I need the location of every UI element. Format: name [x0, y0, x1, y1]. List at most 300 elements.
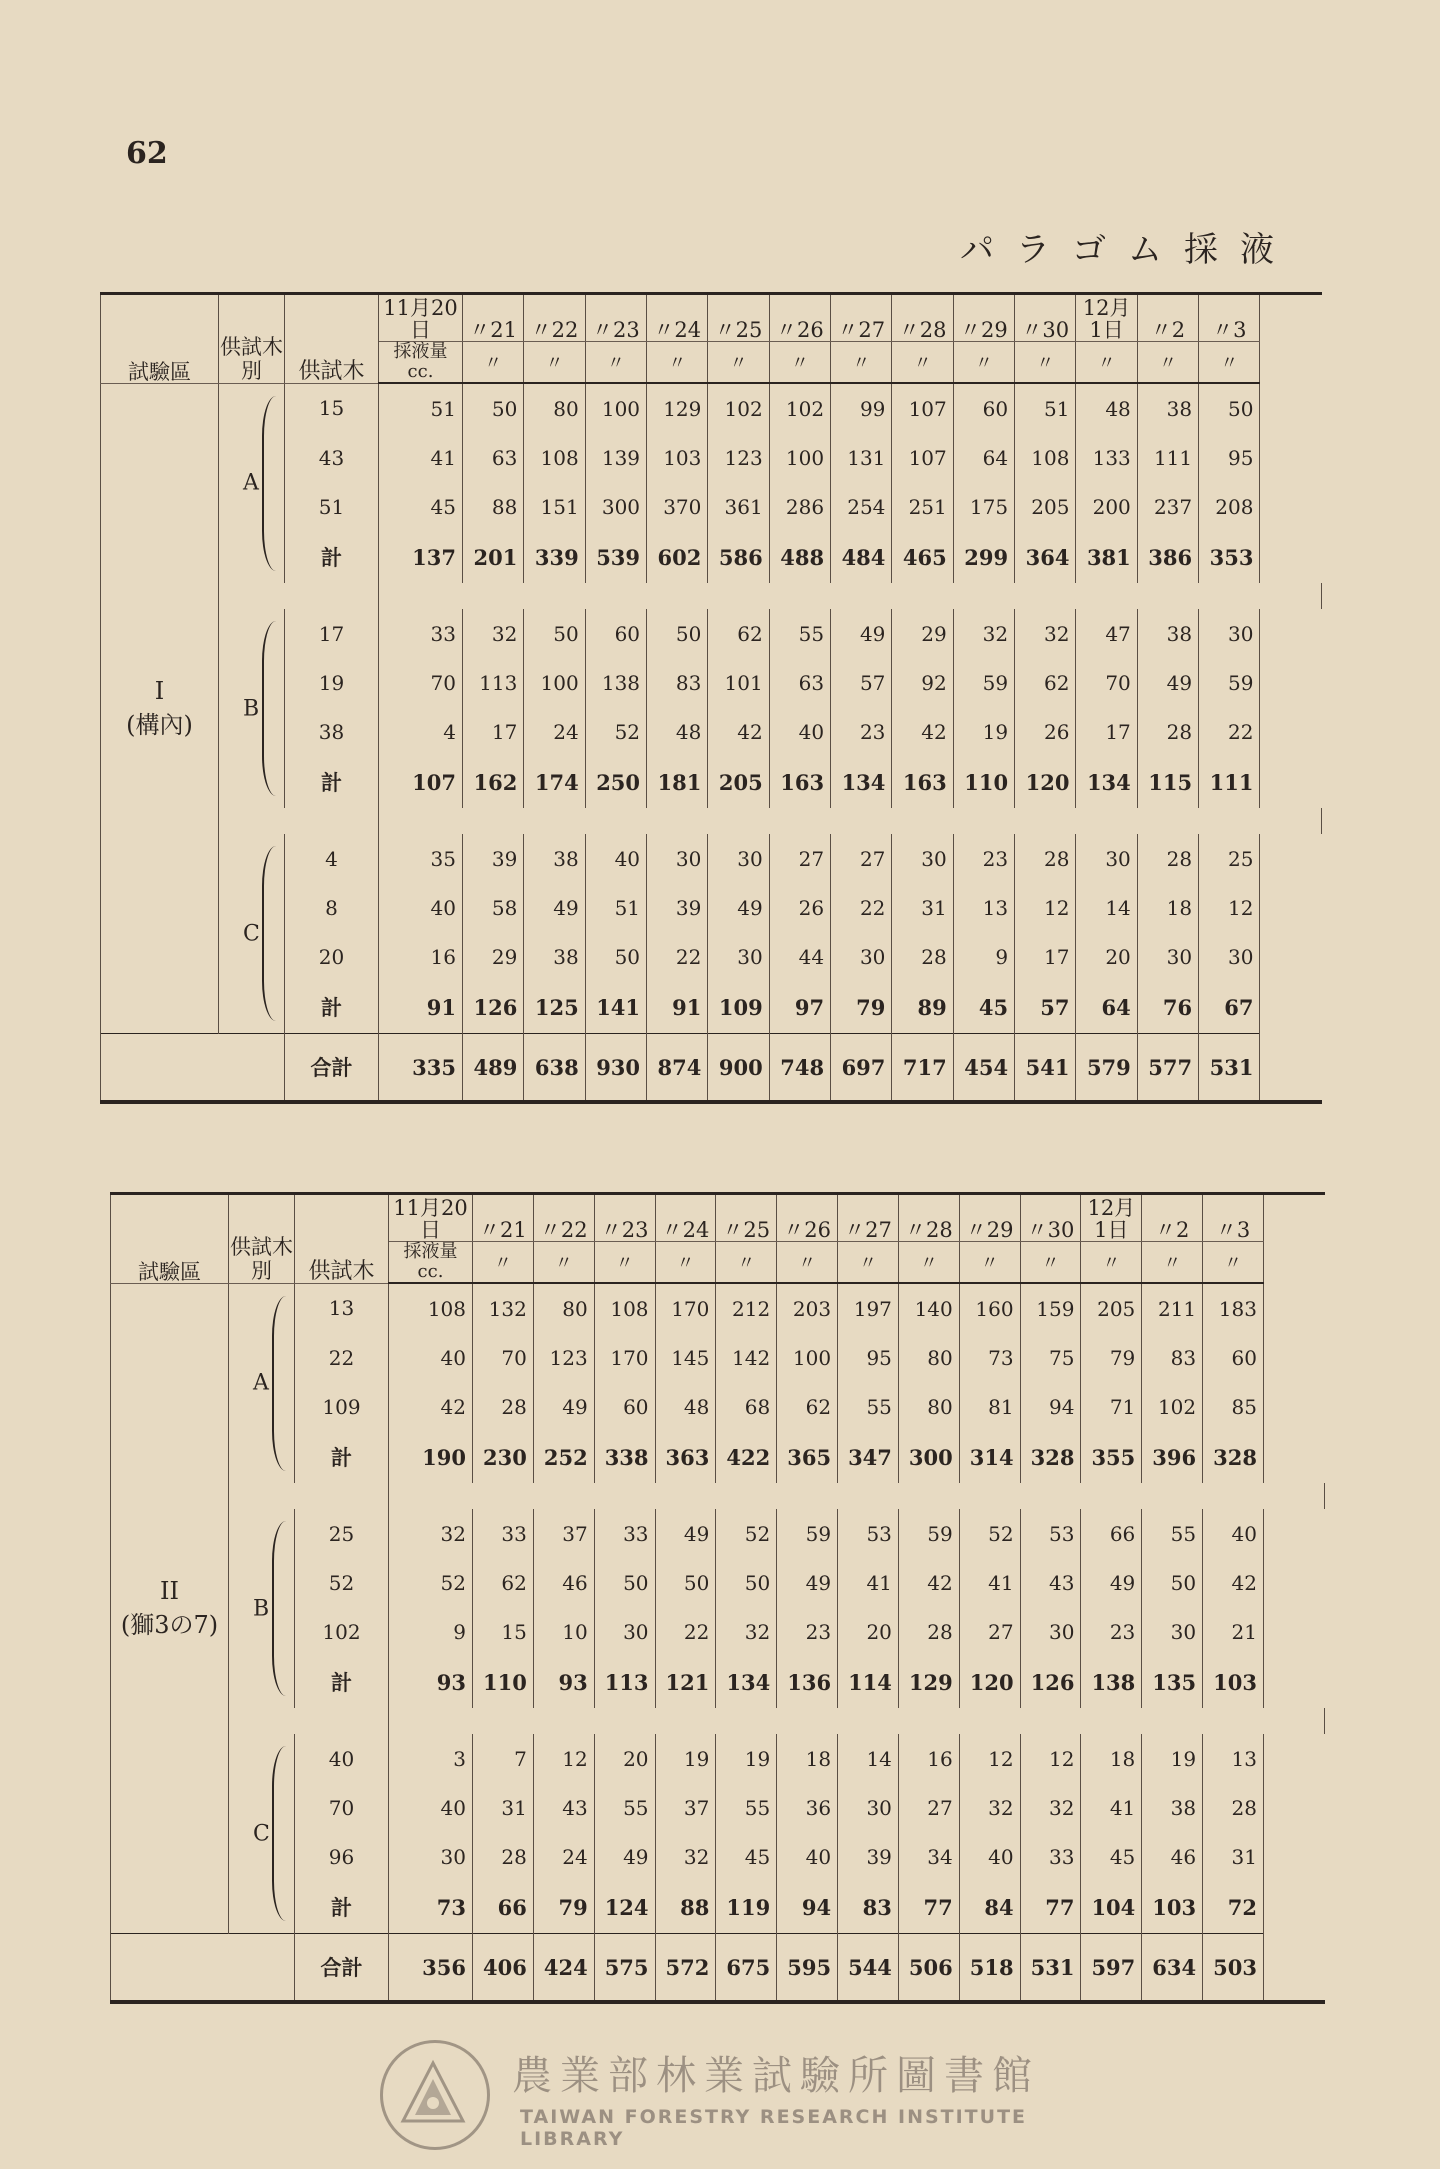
- subtotal-value: 363: [655, 1431, 716, 1483]
- yield-value: 208: [1199, 482, 1260, 531]
- yield-value: 138: [585, 658, 646, 707]
- subtotal-value: 83: [838, 1881, 899, 1934]
- table-row: [101, 609, 1322, 658]
- header-date: 〃23: [585, 294, 646, 342]
- subtotal-value: 109: [708, 981, 769, 1034]
- yield-value: 33: [594, 1509, 655, 1558]
- yield-value: 24: [524, 707, 585, 756]
- header-ditto: 〃: [1020, 1242, 1081, 1284]
- yield-value: 45: [716, 1832, 777, 1881]
- yield-value: 12: [533, 1734, 594, 1783]
- yield-value: 49: [655, 1509, 716, 1558]
- subtotal-value: 79: [533, 1881, 594, 1934]
- yield-value: 108: [1015, 433, 1076, 482]
- yield-value: 30: [647, 834, 708, 883]
- subtotal-value: 381: [1076, 531, 1137, 583]
- yield-value: 18: [777, 1734, 838, 1783]
- yield-value: 39: [838, 1832, 899, 1881]
- yield-value: 50: [655, 1558, 716, 1607]
- yield-value: 79: [1081, 1333, 1142, 1382]
- yield-value: 59: [777, 1509, 838, 1558]
- yield-value: 160: [959, 1283, 1020, 1333]
- yield-value: 80: [533, 1283, 594, 1333]
- yield-value: 48: [655, 1382, 716, 1431]
- yield-value: 57: [831, 658, 892, 707]
- yield-value: 63: [463, 433, 524, 482]
- yield-value: 53: [838, 1509, 899, 1558]
- header-tree: 供試木: [285, 294, 379, 384]
- yield-value: 49: [1137, 658, 1198, 707]
- subtotal-value: 586: [708, 531, 769, 583]
- subtotal-value: 89: [892, 981, 953, 1034]
- yield-value: 12: [959, 1734, 1020, 1783]
- yield-value: 62: [708, 609, 769, 658]
- yield-value: 140: [898, 1283, 959, 1333]
- yield-value: 59: [898, 1509, 959, 1558]
- yield-value: 183: [1203, 1283, 1264, 1333]
- yield-value: 200: [1076, 482, 1137, 531]
- yield-value: 70: [473, 1333, 534, 1382]
- plot-label-line: (構內): [126, 711, 193, 740]
- header-ditto: 〃: [1199, 342, 1260, 384]
- header-date: 〃22: [533, 1194, 594, 1242]
- subtotal-value: 88: [655, 1881, 716, 1934]
- subtotal-value: 355: [1081, 1431, 1142, 1483]
- header-ditto: 〃: [655, 1242, 716, 1284]
- tree-number: 102: [295, 1607, 389, 1656]
- yield-value: 29: [463, 932, 524, 981]
- yield-value: 205: [1015, 482, 1076, 531]
- yield-value: 129: [647, 383, 708, 433]
- yield-value: 211: [1142, 1283, 1203, 1333]
- total-value: 335: [379, 1034, 463, 1103]
- plot-label-line: II: [160, 1577, 179, 1606]
- yield-value: 38: [1142, 1783, 1203, 1832]
- subtotal-value: 465: [892, 531, 953, 583]
- header-ditto: 〃: [594, 1242, 655, 1284]
- yield-value: 83: [1142, 1333, 1203, 1382]
- yield-value: 100: [769, 433, 830, 482]
- yield-value: 28: [473, 1382, 534, 1431]
- yield-value: 102: [1142, 1382, 1203, 1431]
- yield-value: 50: [1142, 1558, 1203, 1607]
- total-value: 406: [473, 1934, 534, 2003]
- yield-value: 22: [655, 1607, 716, 1656]
- yield-value: 28: [1015, 834, 1076, 883]
- yield-value: 73: [959, 1333, 1020, 1382]
- yield-value: 13: [1203, 1734, 1264, 1783]
- yield-value: 37: [533, 1509, 594, 1558]
- yield-value: 60: [594, 1382, 655, 1431]
- yield-value: 51: [585, 883, 646, 932]
- yield-value: 52: [959, 1509, 1020, 1558]
- yield-value: 40: [389, 1333, 473, 1382]
- header-date: 〃2: [1137, 294, 1198, 342]
- subtotal-value: 190: [389, 1431, 473, 1483]
- tree-number: 25: [295, 1509, 389, 1558]
- yield-value: 31: [1203, 1832, 1264, 1881]
- yield-value: 32: [463, 609, 524, 658]
- subtotal-value: 163: [769, 756, 830, 808]
- yield-value: 100: [585, 383, 646, 433]
- header-date: 〃3: [1199, 294, 1260, 342]
- group-letter: B: [243, 696, 260, 721]
- yield-value: 30: [1199, 609, 1260, 658]
- subtotal-value: 138: [1081, 1656, 1142, 1708]
- yield-value: 286: [769, 482, 830, 531]
- tree-number: 4: [285, 834, 379, 883]
- header-ditto: 〃: [1076, 342, 1137, 384]
- subtotal-value: 365: [777, 1431, 838, 1483]
- subtotal-value: 77: [898, 1881, 959, 1934]
- total-value: 579: [1076, 1034, 1137, 1103]
- brace-icon: [272, 1521, 288, 1696]
- yield-value: 30: [1142, 1607, 1203, 1656]
- subtotal-value: 57: [1015, 981, 1076, 1034]
- yield-value: 40: [959, 1832, 1020, 1881]
- yield-value: 43: [1020, 1558, 1081, 1607]
- group-label: [229, 1734, 295, 1934]
- yield-value: 15: [473, 1607, 534, 1656]
- header-amount-label: 採液量: [393, 341, 448, 362]
- total-value: 748: [769, 1034, 830, 1103]
- yield-value: 108: [389, 1283, 473, 1333]
- header-date: 12月1日: [1081, 1194, 1142, 1242]
- yield-value: 111: [1137, 433, 1198, 482]
- subtotal-value: 84: [959, 1881, 1020, 1934]
- yield-value: 45: [1081, 1832, 1142, 1881]
- tree-number: 22: [295, 1333, 389, 1382]
- header-ditto: 〃: [533, 1242, 594, 1284]
- yield-value: 68: [716, 1382, 777, 1431]
- header-date: 〃26: [769, 294, 830, 342]
- total-value: 638: [524, 1034, 585, 1103]
- yield-value: 50: [585, 932, 646, 981]
- yield-value: 66: [1081, 1509, 1142, 1558]
- header-plot: 試驗區: [101, 294, 219, 384]
- total-row: [111, 1934, 1325, 2003]
- subtotal-value: 135: [1142, 1656, 1203, 1708]
- subtotal-value: 91: [379, 981, 463, 1034]
- yield-value: 50: [1199, 383, 1260, 433]
- group-letter: B: [253, 1596, 270, 1621]
- group-letter: A: [243, 470, 259, 496]
- yield-value: 46: [1142, 1832, 1203, 1881]
- brace-icon: [272, 1746, 288, 1921]
- subtotal-value: 201: [463, 531, 524, 583]
- yield-value: 32: [1020, 1783, 1081, 1832]
- total-value: 595: [777, 1934, 838, 2003]
- subtotal-label: 計: [295, 1881, 389, 1934]
- yield-value: 12: [1199, 883, 1260, 932]
- tree-number: 13: [295, 1283, 389, 1333]
- subtotal-value: 97: [769, 981, 830, 1034]
- yield-value: 49: [594, 1832, 655, 1881]
- yield-value: 26: [1015, 707, 1076, 756]
- yield-value: 42: [389, 1382, 473, 1431]
- subtotal-value: 125: [524, 981, 585, 1034]
- yield-value: 30: [1076, 834, 1137, 883]
- plot-label-line: I: [154, 677, 165, 706]
- group-letter: A: [253, 1370, 269, 1396]
- yield-value: 80: [898, 1333, 959, 1382]
- header-date: 〃26: [777, 1194, 838, 1242]
- subtotal-value: 181: [647, 756, 708, 808]
- yield-value: 24: [533, 1832, 594, 1881]
- yield-value: 39: [647, 883, 708, 932]
- yield-value: 19: [716, 1734, 777, 1783]
- subtotal-value: 72: [1203, 1881, 1264, 1934]
- total-value: 424: [533, 1934, 594, 2003]
- yield-value: 23: [777, 1607, 838, 1656]
- yield-value: 35: [379, 834, 463, 883]
- tree-number: 40: [295, 1734, 389, 1783]
- yield-value: 3: [389, 1734, 473, 1783]
- yield-value: 113: [463, 658, 524, 707]
- header-first-date: 11月20日: [379, 294, 463, 342]
- yield-value: 39: [463, 834, 524, 883]
- yield-value: 40: [389, 1783, 473, 1832]
- tree-number: 51: [285, 482, 379, 531]
- plot-label: [101, 383, 219, 1034]
- subtotal-value: 328: [1020, 1431, 1081, 1483]
- header-date: 〃21: [473, 1194, 534, 1242]
- header-date: 〃30: [1020, 1194, 1081, 1242]
- header-ditto: 〃: [647, 342, 708, 384]
- yield-value: 92: [892, 658, 953, 707]
- header-ditto: 〃: [1137, 342, 1198, 384]
- total-value: 634: [1142, 1934, 1203, 2003]
- subtotal-label: 計: [295, 1656, 389, 1708]
- yield-value: 170: [594, 1333, 655, 1382]
- subtotal-value: 124: [594, 1881, 655, 1934]
- yield-value: 38: [1137, 383, 1198, 433]
- subtotal-value: 91: [647, 981, 708, 1034]
- tree-number: 17: [285, 609, 379, 658]
- yield-value: 22: [831, 883, 892, 932]
- yield-value: 55: [1142, 1509, 1203, 1558]
- yield-value: 197: [838, 1283, 899, 1333]
- yield-value: 40: [379, 883, 463, 932]
- yield-value: 50: [594, 1558, 655, 1607]
- header-date: 〃24: [647, 294, 708, 342]
- total-value: 577: [1137, 1034, 1198, 1103]
- yield-value: 9: [953, 932, 1014, 981]
- header-plot: 試驗區: [111, 1194, 229, 1284]
- yield-value: 26: [769, 883, 830, 932]
- yield-value: 370: [647, 482, 708, 531]
- latex-yield-table-2: [110, 1192, 1325, 2004]
- yield-value: 58: [463, 883, 524, 932]
- total-label: 合計: [295, 1934, 389, 2003]
- yield-value: 38: [524, 834, 585, 883]
- yield-value: 80: [898, 1382, 959, 1431]
- table-row: [101, 834, 1322, 883]
- header-date: 〃21: [463, 294, 524, 342]
- yield-value: 52: [389, 1558, 473, 1607]
- yield-value: 31: [892, 883, 953, 932]
- brace-icon: [272, 1296, 288, 1472]
- yield-value: 40: [777, 1832, 838, 1881]
- yield-value: 52: [716, 1509, 777, 1558]
- subtotal-value: 76: [1137, 981, 1198, 1034]
- subtotal-value: 129: [898, 1656, 959, 1708]
- yield-value: 80: [524, 383, 585, 433]
- yield-value: 12: [1015, 883, 1076, 932]
- yield-value: 19: [655, 1734, 716, 1783]
- subtotal-value: 104: [1081, 1881, 1142, 1934]
- yield-value: 16: [379, 932, 463, 981]
- yield-value: 49: [777, 1558, 838, 1607]
- header-ditto: 〃: [959, 1242, 1020, 1284]
- subtotal-value: 484: [831, 531, 892, 583]
- yield-value: 55: [838, 1382, 899, 1431]
- yield-value: 50: [524, 609, 585, 658]
- yield-value: 49: [1081, 1558, 1142, 1607]
- yield-value: 38: [524, 932, 585, 981]
- subtotal-value: 103: [1142, 1881, 1203, 1934]
- yield-value: 33: [1020, 1832, 1081, 1881]
- total-value: 572: [655, 1934, 716, 2003]
- yield-value: 49: [831, 609, 892, 658]
- yield-value: 28: [1203, 1783, 1264, 1832]
- yield-value: 28: [1137, 834, 1198, 883]
- yield-value: 50: [647, 609, 708, 658]
- yield-value: 62: [777, 1382, 838, 1431]
- header-ditto: 〃: [1203, 1242, 1264, 1284]
- yield-value: 40: [1203, 1509, 1264, 1558]
- subtotal-value: 64: [1076, 981, 1137, 1034]
- yield-value: 18: [1137, 883, 1198, 932]
- yield-value: 36: [777, 1783, 838, 1832]
- header-ditto: 〃: [708, 342, 769, 384]
- watermark-chinese-text: 農業部林業試驗所圖書館: [512, 2053, 1040, 2099]
- yield-value: 51: [379, 383, 463, 433]
- yield-value: 100: [524, 658, 585, 707]
- header-date: 〃27: [831, 294, 892, 342]
- yield-value: 102: [708, 383, 769, 433]
- institute-logo-icon: [380, 2040, 490, 2150]
- header-amount: [379, 342, 463, 384]
- yield-value: 361: [708, 482, 769, 531]
- subtotal-value: 120: [959, 1656, 1020, 1708]
- yield-value: 20: [594, 1734, 655, 1783]
- spacer-row: [101, 808, 1322, 834]
- yield-value: 20: [1076, 932, 1137, 981]
- yield-value: 139: [585, 433, 646, 482]
- group-label: [229, 1509, 295, 1708]
- plot-label-line: (獅3の7): [120, 1611, 219, 1640]
- header-ditto: 〃: [585, 342, 646, 384]
- yield-value: 17: [463, 707, 524, 756]
- header-ditto: 〃: [777, 1242, 838, 1284]
- tree-number: 38: [285, 707, 379, 756]
- total-value: 900: [708, 1034, 769, 1103]
- subtotal-value: 134: [716, 1656, 777, 1708]
- total-label: 合計: [285, 1034, 379, 1103]
- subtotal-value: 300: [898, 1431, 959, 1483]
- yield-value: 159: [1020, 1283, 1081, 1333]
- subtotal-value: 539: [585, 531, 646, 583]
- header-ditto: 〃: [473, 1242, 534, 1284]
- yield-value: 50: [463, 383, 524, 433]
- yield-value: 131: [831, 433, 892, 482]
- tree-number: 20: [285, 932, 379, 981]
- yield-value: 81: [959, 1382, 1020, 1431]
- yield-value: 55: [594, 1783, 655, 1832]
- yield-value: 22: [647, 932, 708, 981]
- yield-value: 28: [892, 932, 953, 981]
- yield-value: 12: [1020, 1734, 1081, 1783]
- yield-value: 62: [1015, 658, 1076, 707]
- yield-value: 88: [463, 482, 524, 531]
- yield-value: 254: [831, 482, 892, 531]
- yield-value: 42: [708, 707, 769, 756]
- subtotal-value: 136: [777, 1656, 838, 1708]
- header-date: 〃24: [655, 1194, 716, 1242]
- subtotal-value: 45: [953, 981, 1014, 1034]
- tree-number: 96: [295, 1832, 389, 1881]
- yield-value: 83: [647, 658, 708, 707]
- yield-value: 30: [708, 932, 769, 981]
- subtotal-value: 110: [473, 1656, 534, 1708]
- header-date: 〃27: [838, 1194, 899, 1242]
- yield-value: 37: [655, 1783, 716, 1832]
- yield-value: 60: [585, 609, 646, 658]
- spacer-row: [111, 1483, 1325, 1509]
- yield-value: 102: [769, 383, 830, 433]
- subtotal-value: 93: [389, 1656, 473, 1708]
- total-row: [101, 1034, 1322, 1103]
- subtotal-value: 121: [655, 1656, 716, 1708]
- subtotal-value: 299: [953, 531, 1014, 583]
- yield-value: 55: [769, 609, 830, 658]
- watermark-english-text: TAIWAN FORESTRY RESEARCH INSTITUTE LIBRARY: [520, 2106, 1028, 2150]
- yield-value: 28: [473, 1832, 534, 1881]
- total-value: 575: [594, 1934, 655, 2003]
- subtotal-value: 103: [1203, 1656, 1264, 1708]
- tree-number: 70: [295, 1783, 389, 1832]
- yield-value: 151: [524, 482, 585, 531]
- yield-value: 53: [1020, 1509, 1081, 1558]
- subtotal-value: 134: [1076, 756, 1137, 808]
- subtotal-value: 67: [1199, 981, 1260, 1034]
- table-row: [111, 1734, 1325, 1783]
- yield-value: 48: [1076, 383, 1137, 433]
- subtotal-value: 396: [1142, 1431, 1203, 1483]
- yield-value: 25: [1199, 834, 1260, 883]
- subtotal-value: 230: [473, 1431, 534, 1483]
- subtotal-value: 111: [1199, 756, 1260, 808]
- header-date: 〃25: [708, 294, 769, 342]
- subtotal-label: 計: [285, 981, 379, 1034]
- yield-value: 14: [1076, 883, 1137, 932]
- subtotal-label: 計: [295, 1431, 389, 1483]
- tree-number: 109: [295, 1382, 389, 1431]
- yield-value: 94: [1020, 1382, 1081, 1431]
- yield-value: 30: [594, 1607, 655, 1656]
- subtotal-value: 134: [831, 756, 892, 808]
- header-ditto: 〃: [1015, 342, 1076, 384]
- yield-value: 59: [1199, 658, 1260, 707]
- total-value: 597: [1081, 1934, 1142, 2003]
- total-value: 531: [1020, 1934, 1081, 2003]
- yield-value: 64: [953, 433, 1014, 482]
- yield-value: 14: [838, 1734, 899, 1783]
- yield-value: 55: [716, 1783, 777, 1832]
- yield-value: 85: [1203, 1382, 1264, 1431]
- subtotal-value: 141: [585, 981, 646, 1034]
